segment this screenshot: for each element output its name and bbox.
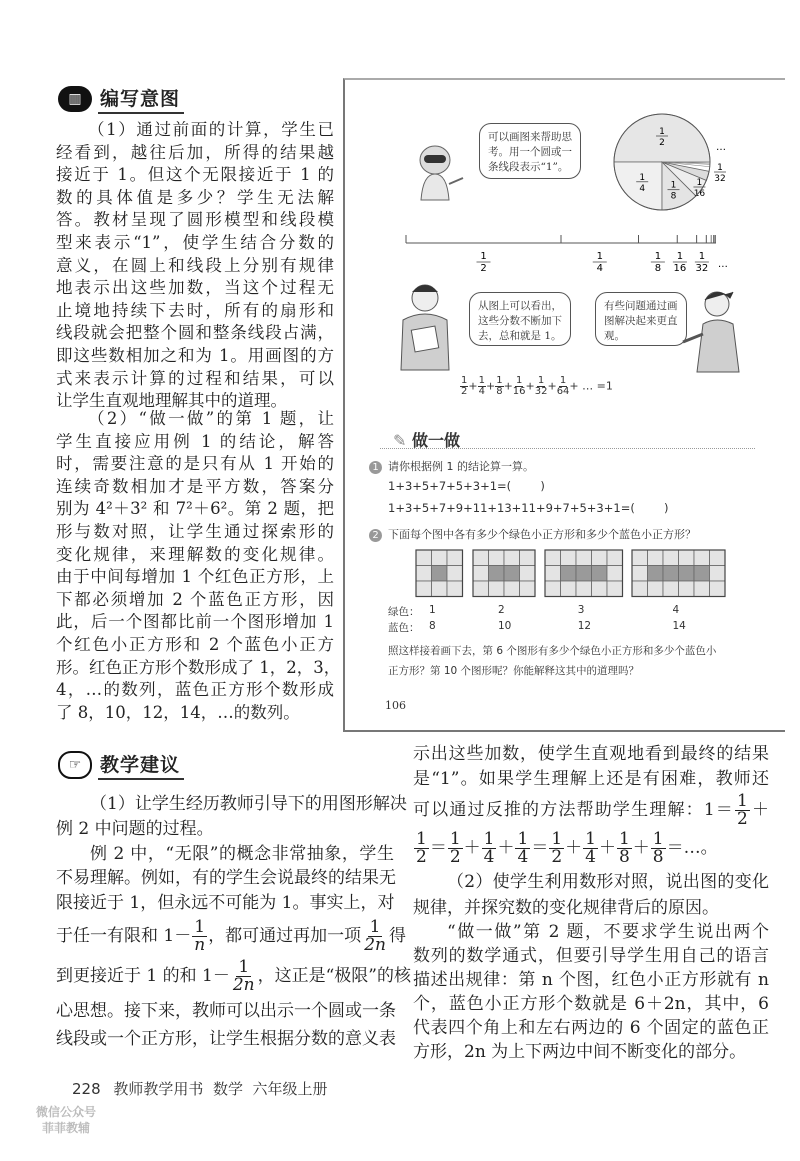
text-segment: 个，蓝色小正方形个数就是 6＋2n，其中，6 — [413, 994, 769, 1014]
blue-square — [648, 550, 664, 566]
text-segment: 规律，并探究数的变化规律背后的原因。 — [413, 898, 719, 918]
question-2 — [369, 526, 696, 542]
blue-square — [416, 566, 432, 582]
text-line — [56, 1026, 394, 1052]
blue-square — [504, 550, 520, 566]
number-line — [400, 225, 745, 280]
blue-square — [416, 550, 432, 566]
blue-square — [447, 550, 463, 566]
blue-square — [545, 581, 561, 597]
text-line — [56, 890, 394, 916]
text-line: 个红色小正方形和 2 个蓝色小正方 — [56, 634, 334, 654]
numerator: 1 — [449, 829, 461, 849]
text-line: 经看到，越往后加，所得的结果越 — [56, 142, 334, 162]
blue-square — [432, 550, 448, 566]
page-footer — [72, 1078, 328, 1099]
text-segment: 得 — [388, 926, 406, 946]
text-segment: ＋ — [632, 838, 650, 858]
text-line: 即这些数相加之和为 1。用画图的方 — [56, 345, 334, 365]
text-line: 此，后一个图都比前一个图形增加 1 — [56, 612, 334, 632]
number-line-label-numerator: 1 — [596, 251, 603, 262]
writing-intent-heading — [58, 84, 184, 114]
robot-speech-bubble: 可以画图来帮助思考。用一个圆或一条线段表示“1”。 — [479, 123, 581, 179]
numerator: 1 — [736, 791, 748, 811]
text-segment: + … =1 — [569, 379, 613, 393]
green-square — [694, 566, 710, 582]
girl-illustration — [675, 284, 750, 374]
text-segment: （1）让学生经历教师引导下的用图形解决 — [90, 794, 407, 814]
dotted-divider — [380, 448, 755, 449]
numerator: 1 — [618, 829, 630, 849]
pie-label-numerator: 1 — [659, 127, 665, 137]
text-line: 式来表示计算的过程和结果，可以 — [56, 368, 334, 388]
fraction — [513, 376, 526, 397]
blue-square — [545, 566, 561, 582]
blue-square — [607, 550, 623, 566]
blue-count: 14 — [672, 620, 686, 632]
text-line: 时，需要注意的是只有从 1 开始的 — [56, 454, 334, 474]
blue-square — [561, 581, 577, 597]
text-line: 让学生直观地理解其中的道理。 — [56, 391, 287, 411]
open-book-icon: ▥ — [58, 86, 92, 112]
blue-square — [632, 566, 648, 582]
green-label: 绿色： — [388, 606, 420, 618]
blue-square — [520, 581, 536, 597]
blue-label: 蓝色： — [388, 622, 420, 634]
writing-intent-title: 编写意图 — [98, 84, 184, 114]
text-line: 数的具体值是多少？学生无法解 — [56, 187, 334, 207]
series-equation — [460, 376, 613, 397]
blue-square — [432, 581, 448, 597]
square-patterns — [405, 548, 735, 600]
text-line — [413, 968, 769, 992]
numerator: 1 — [515, 375, 523, 386]
text-segment: 是“1”。如果学生理解上还是有困难，教师还 — [413, 769, 769, 789]
text-line — [413, 868, 769, 896]
text-line — [413, 992, 769, 1016]
text-segment: ＋ — [565, 838, 583, 858]
text-segment: ＋ — [497, 838, 515, 858]
denominator: 8 — [496, 386, 503, 397]
blue-square — [473, 566, 489, 582]
text-line — [56, 842, 394, 866]
text-segment: 例 2 中问题的过程。 — [56, 819, 214, 839]
blue-square — [632, 550, 648, 566]
denominator: 8 — [652, 847, 664, 867]
text-segment: + — [547, 379, 557, 393]
text-segment: ＋ — [463, 838, 481, 858]
text-segment: ，这正是“极限”的核 — [257, 966, 411, 986]
blue-square — [679, 550, 695, 566]
blue-square — [679, 581, 695, 597]
blue-square — [447, 566, 463, 582]
text-line — [413, 742, 769, 766]
text-line — [56, 956, 411, 996]
fraction — [448, 831, 463, 866]
text-segment: ＋ — [598, 838, 616, 858]
text-segment: 不易理解。例如，有的学生会说最终的结果无 — [56, 868, 396, 888]
practice-title: 做一做 — [411, 431, 460, 450]
question-1-equation-1: 1+3+5+7+5+3+1=( ) — [388, 479, 545, 493]
blue-square — [489, 581, 505, 597]
text-line: 学生直接应用例 1 的结论，解答 — [56, 431, 334, 451]
question-2-text: 下面每个图中各有多少个绿色小正方形和多少个蓝色小正方形？ — [388, 528, 696, 541]
blue-square — [607, 581, 623, 597]
blue-square — [473, 550, 489, 566]
text-line — [56, 816, 394, 842]
fraction — [617, 831, 632, 866]
text-segment: ＝ — [429, 838, 447, 858]
text-line: 4，…的数列，蓝色正方形个数形成 — [56, 680, 334, 700]
text-segment: 代表四个角上和左右两边的 6 个固定的蓝色正 — [413, 1018, 769, 1038]
question-2-follow-line-1: 照这样接着画下去，第 6 个图形有多少个绿色小正方形和多少个蓝色小 — [388, 645, 717, 657]
blue-square — [648, 581, 664, 597]
denominator: n — [194, 935, 206, 955]
text-line — [413, 896, 769, 920]
fraction — [482, 831, 497, 866]
text-segment: ＋ — [750, 800, 769, 820]
text-line — [413, 792, 769, 828]
blue-square — [520, 566, 536, 582]
pie-label-denominator: 8 — [670, 191, 677, 202]
numerator: 1 — [517, 829, 529, 849]
fraction — [515, 831, 530, 866]
denominator: 4 — [478, 386, 485, 397]
green-square — [489, 566, 505, 582]
blue-square — [545, 550, 561, 566]
number-line-label-numerator: 1 — [654, 251, 662, 262]
denominator: 2n — [232, 975, 255, 995]
text-segment: 例 2 中，“无限”的概念非常抽象，学生 — [90, 844, 394, 864]
boy-illustration — [395, 280, 455, 372]
text-line: 地表示出这些加数，当这个过程无 — [56, 278, 334, 298]
denominator: 2 — [416, 847, 427, 867]
question-1-text: 请你根据例 1 的结论算一算。 — [388, 460, 534, 473]
green-count: 3 — [577, 604, 585, 616]
numerator: 1 — [194, 917, 206, 937]
text-line: 形与数对照，让学生通过探索形的 — [56, 521, 334, 541]
text-line: 线段就会把整个圆和整条线段占满， — [56, 323, 334, 343]
denominator: 64 — [556, 386, 570, 397]
text-line: 形。红色正方形个数形成了 1，2，3， — [56, 657, 341, 677]
fraction — [495, 376, 503, 397]
number-line-label-denominator: 4 — [596, 263, 603, 274]
blue-square — [694, 550, 710, 566]
suggestions-title: 教学建议 — [98, 750, 184, 780]
blue-square — [710, 581, 726, 597]
text-line: 答。教材呈现了圆形模型和线段模 — [56, 210, 334, 230]
text-line: 止境地持续下去时，所有的扇形和 — [56, 300, 334, 320]
numerator: 1 — [483, 829, 495, 849]
blue-square — [504, 581, 520, 597]
text-line: 别为 4²＋3² 和 7²＋6²。第 2 题，把 — [56, 499, 334, 519]
green-count: 4 — [672, 604, 680, 616]
text-line: 变化规律，来理解数的变化规律。 — [56, 544, 334, 564]
text-line — [56, 792, 407, 816]
writing-intent-paragraph-2 — [56, 408, 341, 724]
text-line — [56, 996, 394, 1026]
text-line — [413, 1016, 769, 1040]
green-square — [679, 566, 695, 582]
green-square — [576, 566, 592, 582]
green-square — [648, 566, 664, 582]
fraction — [557, 376, 570, 397]
boy-speech-bubble: 从图上可以看出，这些分数不断加下去，总和就是 1。 — [469, 292, 571, 346]
textbook-page-number: 106 — [385, 699, 406, 712]
textbook-excerpt — [343, 78, 785, 732]
footer-page-number: 228 — [72, 1080, 101, 1098]
green-square — [504, 566, 520, 582]
text-segment: 线段或一个正方形，让学生根据分数的意义表 — [56, 1029, 396, 1049]
blue-square — [710, 550, 726, 566]
number-line-label-denominator: 16 — [673, 263, 687, 274]
pie-label-denominator: 2 — [659, 138, 665, 148]
number-line-ellipsis: … — [717, 259, 728, 270]
text-segment: 到更接近于 1 的和 1－ — [56, 966, 230, 986]
green-square — [432, 566, 448, 582]
text-segment: 示出这些加数，使学生直观地看到最终的结果 — [413, 744, 769, 764]
text-segment: + — [503, 379, 513, 393]
text-segment: 于任一有限和 1－ — [56, 926, 192, 946]
text-segment: 限接近于 1，但永远不可能为 1。事实上，对 — [56, 893, 395, 913]
pie-slice — [614, 162, 662, 210]
denominator: 2 — [461, 386, 468, 397]
number-line-label-denominator: 2 — [480, 263, 487, 274]
green-count: 1 — [429, 604, 436, 616]
fraction — [231, 959, 257, 994]
pie-label-denominator: 16 — [693, 189, 706, 200]
text-line — [413, 828, 769, 868]
teacher-hand-icon: ☞ — [58, 751, 92, 779]
blue-square — [447, 581, 463, 597]
fraction — [362, 919, 388, 954]
text-segment: ＝ — [531, 838, 549, 858]
question-number-badge: 2 — [369, 529, 382, 542]
blue-count: 12 — [577, 620, 592, 632]
green-square — [663, 566, 679, 582]
denominator: 2 — [551, 847, 563, 867]
text-line: 下都必须增加 2 个蓝色正方形，因 — [56, 589, 334, 609]
fraction — [535, 376, 548, 397]
denominator: 32 — [534, 386, 548, 397]
pencil-icon: ✎ — [393, 431, 407, 450]
text-line: 接近于 1。但这个无限接近于 1 的 — [56, 165, 334, 185]
text-segment: + — [485, 379, 496, 393]
text-line — [413, 766, 769, 792]
blue-square — [561, 550, 577, 566]
blue-square — [694, 581, 710, 597]
pie-label-denominator: 32 — [714, 174, 726, 184]
denominator: 2n — [364, 935, 386, 955]
question-1 — [369, 458, 534, 474]
fraction — [735, 793, 750, 828]
fraction — [651, 831, 666, 866]
text-line: 型来表示“1”，使学生结合分数的 — [56, 232, 334, 252]
blue-square — [520, 550, 536, 566]
text-line: 了 8，10，12，14，…的数列。 — [56, 702, 300, 722]
blue-square — [592, 581, 608, 597]
text-line: （1）通过前面的计算，学生已 — [88, 120, 334, 139]
pie-label-denominator: 4 — [639, 183, 646, 194]
denominator: 2 — [736, 809, 748, 829]
blue-square — [663, 550, 679, 566]
blue-square — [592, 550, 608, 566]
watermark-line-2: 菲菲教辅 — [42, 1121, 91, 1135]
blue-count: 8 — [429, 620, 436, 632]
text-line: 连续奇数相加才是平方数，答案分 — [56, 476, 334, 496]
text-segment: （2）使学生利用数形对照，说出图的变化 — [447, 872, 769, 892]
footer-book-title: 教师教学用书 数学 六年级上册 — [113, 1080, 328, 1098]
text-segment: “做一做”第 2 题，不要求学生说出两个 — [447, 922, 769, 942]
numerator: 1 — [238, 957, 250, 977]
text-line: 由于中间每增加 1 个红色正方形，上 — [56, 567, 334, 587]
writing-intent-paragraph-1 — [56, 119, 334, 413]
pie-label-numerator: 1 — [670, 180, 677, 191]
denominator: 4 — [517, 847, 529, 867]
suggestions-right-column — [413, 742, 769, 1064]
pie-label — [714, 163, 726, 184]
pie-label-numerator: 1 — [717, 163, 723, 173]
question-number-badge: 1 — [369, 461, 382, 474]
denominator: 4 — [585, 847, 596, 867]
text-segment: 数列的数学通式，但要引导学生用自己的语言 — [413, 946, 769, 966]
blue-square — [489, 550, 505, 566]
number-line-label-numerator: 1 — [698, 251, 706, 262]
text-segment: + — [525, 379, 535, 393]
text-segment: 方形，2n 为上下两边中间不断变化的部分。 — [413, 1042, 747, 1062]
green-square — [561, 566, 577, 582]
numerator: 1 — [461, 375, 468, 386]
blue-square — [632, 581, 648, 597]
blue-square — [576, 550, 592, 566]
question-2-follow-line-2: 正方形？第 10 个图形呢？你能解释这其中的道理吗？ — [388, 665, 640, 677]
text-line — [413, 1040, 769, 1064]
suggestions-left-column — [56, 792, 411, 1052]
numerator: 1 — [559, 375, 567, 386]
denominator: 4 — [483, 847, 495, 867]
text-line — [413, 944, 769, 968]
text-segment: 心思想。接下来，教师可以出示一个圆或一条 — [56, 1001, 396, 1021]
text-segment: 可以通过反推的方法帮助学生理解：1＝ — [413, 800, 734, 820]
blue-square — [663, 581, 679, 597]
number-line-label-denominator: 8 — [654, 263, 662, 274]
text-segment: 描述出规律：第 n 个图，红色小正方形就有 n — [413, 970, 769, 990]
numerator: 1 — [369, 917, 381, 937]
numerator: 1 — [478, 375, 485, 386]
text-line: （2）“做一做”的第 1 题，让 — [88, 409, 334, 428]
text-segment: ＝…。 — [666, 838, 718, 858]
numerator: 1 — [652, 829, 664, 849]
pie-label-numerator: 1 — [696, 178, 703, 189]
blue-count: 10 — [498, 620, 512, 632]
question-1-equation-2: 1+3+5+7+9+11+13+11+9+7+5+3+1=( ) — [388, 501, 669, 515]
green-count: 2 — [498, 604, 505, 616]
numerator: 1 — [537, 375, 545, 386]
text-line — [413, 920, 769, 944]
blue-square — [576, 581, 592, 597]
fraction — [192, 919, 207, 954]
number-line-label-numerator: 1 — [480, 251, 487, 262]
pie-label-numerator: 1 — [639, 172, 646, 183]
text-segment: ，都可通过再加一项 — [208, 926, 362, 946]
blue-square — [710, 566, 726, 582]
fraction — [583, 831, 598, 866]
blue-square — [416, 581, 432, 597]
number-line-label-denominator: 32 — [695, 263, 709, 274]
pie-ellipsis: … — [716, 142, 726, 153]
fraction — [549, 831, 564, 866]
watermark-line-1: 微信公众号 — [36, 1105, 97, 1119]
text-line: 意义，在圆上和线段上分别有规律 — [56, 255, 334, 275]
numerator: 1 — [496, 375, 503, 386]
pie-chart — [600, 102, 730, 222]
text-line — [56, 866, 394, 890]
fraction — [414, 831, 429, 866]
suggestions-heading — [58, 750, 184, 780]
numerator: 1 — [551, 829, 563, 849]
text-line — [56, 916, 406, 956]
fraction — [478, 376, 486, 397]
denominator: 2 — [449, 847, 461, 867]
numerator: 1 — [585, 829, 596, 849]
watermark — [36, 1104, 96, 1136]
robot-illustration — [413, 142, 473, 202]
numerator: 1 — [416, 829, 427, 849]
blue-square — [607, 566, 623, 582]
text-segment: + — [468, 379, 478, 393]
girl-speech-bubble: 有些问题通过画图解决起来更直观。 — [595, 292, 687, 346]
green-square — [592, 566, 608, 582]
denominator: 8 — [618, 847, 630, 867]
denominator: 16 — [512, 386, 526, 397]
blue-square — [473, 581, 489, 597]
number-line-label-numerator: 1 — [676, 251, 684, 262]
